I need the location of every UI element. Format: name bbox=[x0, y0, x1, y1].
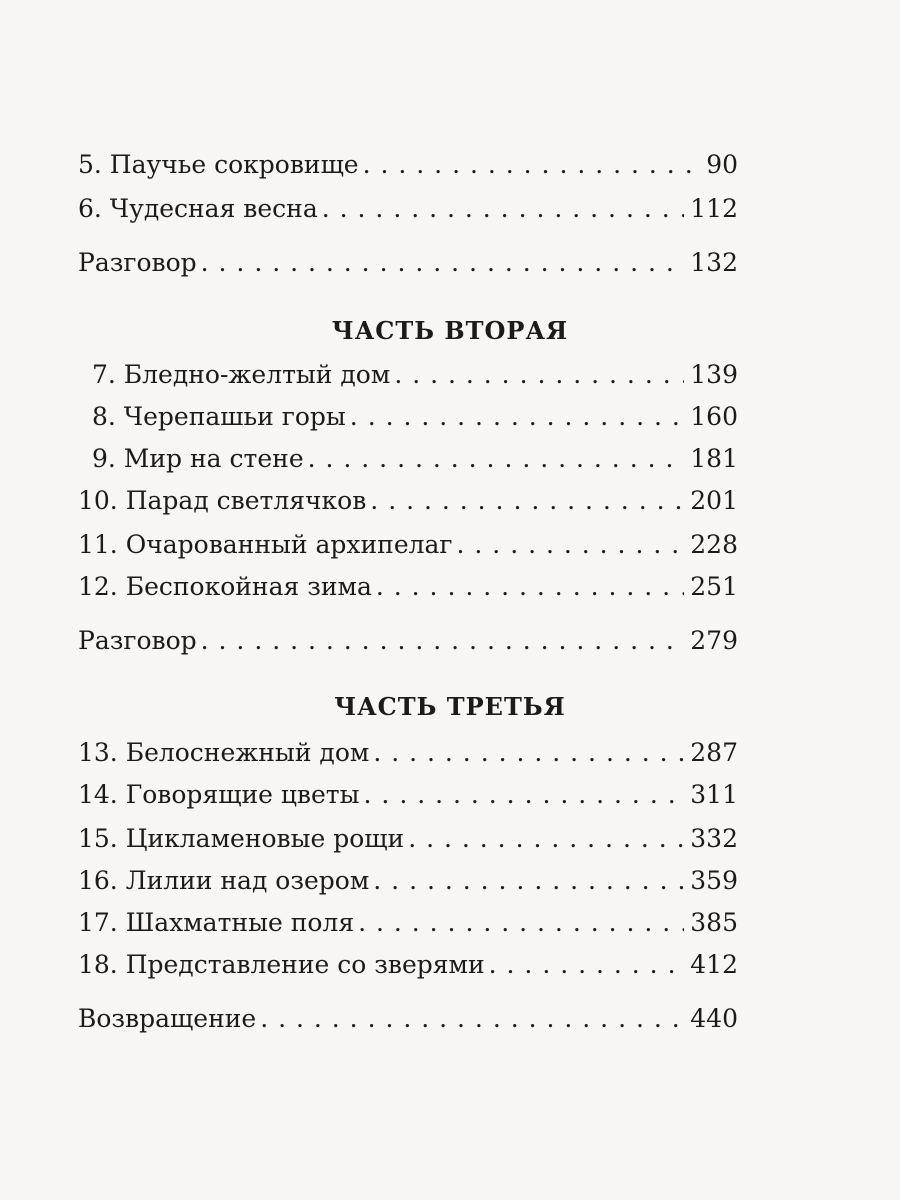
toc-entry-page-number: 132 bbox=[684, 248, 738, 278]
toc-entry-page-number: 112 bbox=[684, 194, 738, 224]
toc-entry-label: Возвращение bbox=[78, 1004, 257, 1033]
toc-entry-label: 10. Парад светлячков bbox=[78, 486, 367, 515]
toc-entry-label: 6. Чудесная весна bbox=[78, 194, 318, 223]
toc-entry-label: 8. Черепашьи горы bbox=[92, 402, 346, 431]
toc-entry-page-number: 181 bbox=[684, 444, 738, 474]
toc-entry-page-number: 332 bbox=[684, 824, 738, 854]
toc-entry-label: 18. Представление со зверями bbox=[78, 950, 485, 979]
dot-leader bbox=[376, 572, 684, 602]
toc-entry-chapter-6 bbox=[78, 190, 738, 224]
dot-leader bbox=[363, 150, 701, 180]
toc-entry-chapter-12 bbox=[78, 568, 738, 602]
toc-entry-chapter-16 bbox=[78, 862, 738, 896]
toc-entry-chapter-18 bbox=[78, 946, 738, 980]
toc-entry-label: 15. Цикламеновые рощи bbox=[78, 824, 405, 853]
toc-entry-chapter-14 bbox=[78, 776, 738, 810]
toc-entry-page-number: 359 bbox=[684, 866, 738, 896]
dot-leader bbox=[322, 194, 685, 224]
dot-leader bbox=[373, 738, 684, 768]
dot-leader bbox=[201, 626, 685, 656]
toc-entry-chapter-13 bbox=[78, 734, 738, 768]
toc-entry-chapter-7 bbox=[92, 356, 738, 390]
toc-entry-interlude-2 bbox=[78, 622, 738, 656]
toc-entry-label: 13. Белоснежный дом bbox=[78, 738, 370, 767]
toc-entry-page-number: 287 bbox=[684, 738, 738, 768]
toc-entry-page-number: 311 bbox=[684, 780, 738, 810]
dot-leader bbox=[394, 360, 684, 390]
toc-entry-page-number: 139 bbox=[684, 360, 738, 390]
toc-entry-page-number: 412 bbox=[684, 950, 738, 980]
toc-entry-label: 16. Лилии над озером bbox=[78, 866, 370, 895]
toc-entry-page-number: 160 bbox=[684, 402, 738, 432]
toc-entry-label: Разговор bbox=[78, 248, 197, 277]
dot-leader bbox=[373, 866, 684, 896]
toc-entry-chapter-17 bbox=[78, 904, 738, 938]
toc-entry-label: 11. Очарованный архипелаг bbox=[78, 530, 453, 559]
toc-entry-label: 7. Бледно-желтый дом bbox=[92, 360, 391, 389]
dot-leader bbox=[260, 1004, 684, 1034]
toc-entry-epilogue bbox=[78, 1000, 738, 1034]
toc-entry-page-number: 440 bbox=[684, 1004, 738, 1034]
toc-entry-chapter-9 bbox=[92, 440, 738, 474]
part-two-heading: ЧАСТЬ ВТОРАЯ bbox=[331, 316, 569, 345]
dot-leader bbox=[370, 486, 684, 516]
toc-entry-page-number: 279 bbox=[684, 626, 738, 656]
dot-leader bbox=[308, 444, 685, 474]
dot-leader bbox=[364, 780, 685, 810]
toc-entry-label: 17. Шахматные поля bbox=[78, 908, 355, 937]
toc-entry-page-number: 228 bbox=[684, 530, 738, 560]
toc-entry-page-number: 251 bbox=[684, 572, 738, 602]
dot-leader bbox=[408, 824, 684, 854]
dot-leader bbox=[201, 248, 685, 278]
toc-entry-chapter-10 bbox=[78, 482, 738, 516]
part-three-heading: ЧАСТЬ ТРЕТЬЯ bbox=[334, 692, 566, 721]
toc-entry-label: 14. Говорящие цветы bbox=[78, 780, 360, 809]
toc-entry-chapter-5 bbox=[78, 146, 738, 180]
toc-entry-chapter-8 bbox=[92, 398, 738, 432]
toc-entry-page-number: 90 bbox=[700, 150, 738, 180]
toc-entry-chapter-15 bbox=[78, 820, 738, 854]
dot-leader bbox=[489, 950, 685, 980]
dot-leader bbox=[350, 402, 684, 432]
toc-entry-page-number: 385 bbox=[684, 908, 738, 938]
toc-entry-chapter-11 bbox=[78, 526, 738, 560]
dot-leader bbox=[457, 530, 685, 560]
toc-entry-label: 5. Паучье сокровище bbox=[78, 150, 359, 179]
dot-leader bbox=[358, 908, 684, 938]
toc-entry-page-number: 201 bbox=[684, 486, 738, 516]
toc-entry-interlude-1 bbox=[78, 244, 738, 278]
toc-entry-label: 12. Беспокойная зима bbox=[78, 572, 372, 601]
toc-entry-label: Разговор bbox=[78, 626, 197, 655]
toc-entry-label: 9. Мир на стене bbox=[92, 444, 304, 473]
